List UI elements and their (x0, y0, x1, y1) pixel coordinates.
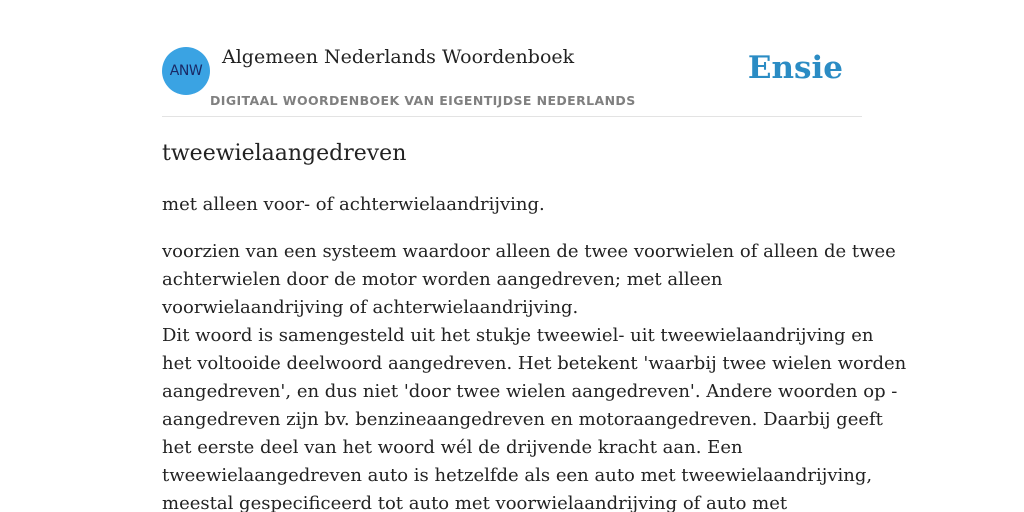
entry-headword: tweewielaangedreven (162, 141, 407, 166)
body-line: het voltooide deelwoord aangedreven. Het betekent 'waarbij twee wielen worden (162, 353, 907, 374)
site-title[interactable]: Algemeen Nederlands Woordenboek (222, 46, 575, 68)
ensie-brand-logo[interactable]: Ensie (747, 50, 843, 86)
body-line: tweewielaangedreven auto is hetzelfde als een auto met tweewielaandrijving, (162, 465, 873, 486)
logo-text: ANW (169, 63, 203, 79)
entry-definition: met alleen voor- of achterwielaandrijving. (162, 194, 545, 215)
body-line: voorwielaandrijving of achterwielaandrijving. (162, 297, 579, 318)
body-line: voorzien van een systeem waardoor alleen de twee voorwielen of alleen de twee (162, 241, 896, 262)
body-line: aangedreven zijn bv. benzineaangedreven en motoraangedreven. Daarbij geeft (162, 409, 883, 430)
body-line: achterwielen door de motor worden aangedreven; met alleen (162, 269, 723, 290)
body-line: Dit woord is samengesteld uit het stukje tweewiel- uit tweewielaandrijving en (162, 325, 874, 346)
anw-logo[interactable] (162, 47, 210, 95)
entry-body (162, 238, 907, 512)
body-line: het eerste deel van het woord wél de drijvende kracht aan. Een (162, 437, 743, 458)
body-line: aangedreven', en dus niet 'door twee wielen aangedreven'. Andere woorden op - (162, 381, 898, 402)
body-line: meestal gespecificeerd tot auto met voorwielaandrijving of auto met (162, 493, 788, 512)
site-header (162, 46, 862, 117)
entry-content (162, 138, 907, 512)
site-subtitle: DIGITAAL WOORDENBOEK VAN EIGENTIJDSE NEDERLANDS (210, 93, 636, 108)
